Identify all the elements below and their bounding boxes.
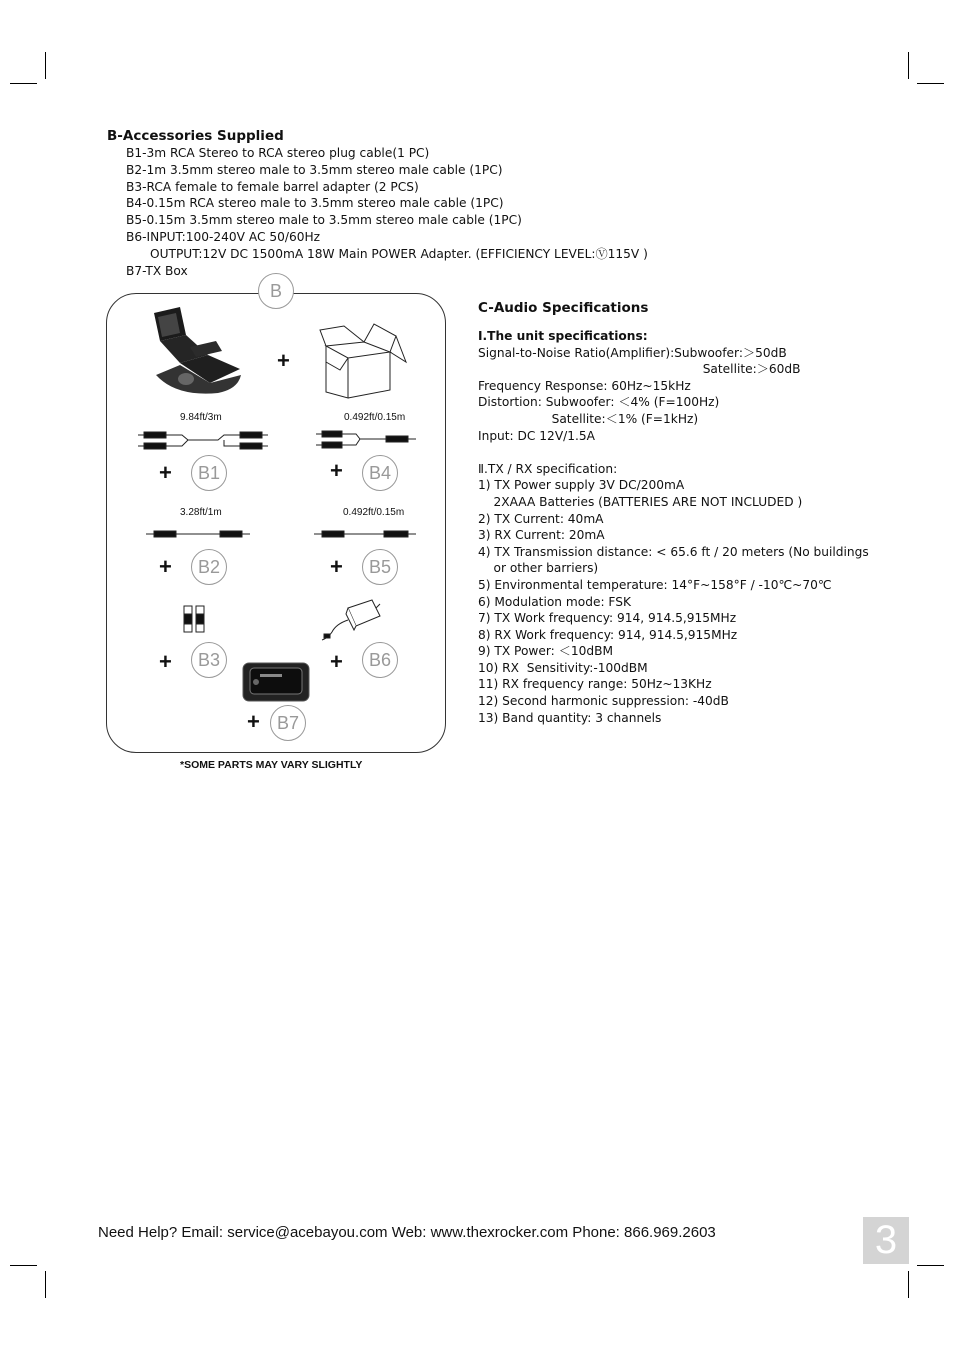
b4-length-label: 0.492ft/0.15m [344,412,406,423]
plus-sign: + [159,554,172,579]
parts-note: *SOME PARTS MAY VARY SLIGHTLY [180,759,363,771]
spec-line: Signal-to-Noise Ratio(Amplifier):Subwoofer:＞50dB [478,345,787,360]
rca-cable-b1-image [138,428,268,454]
spec-line: 7) TX Work frequency: 914, 914.5,915MHz [478,611,737,626]
accessories-list [126,145,648,279]
gaming-chair-image [146,305,244,400]
crop-mark [908,1271,909,1298]
spec-line: 11) RX frequency range: 50Hz~13KHz [478,677,712,692]
b1-label: B1 [191,455,227,491]
crop-mark [10,83,37,84]
box-label-circle: B [258,273,294,309]
page-number: 3 [863,1217,909,1264]
spec-line: Distortion: Subwoofer: ＜4% (F=100Hz) [478,395,720,410]
list-item: B7-TX Box [126,263,188,278]
b1-length-label: 9.84ft/3m [180,412,222,423]
b2-length-label: 3.28ft/1m [180,507,222,518]
crop-mark [10,1265,37,1266]
plus-sign: + [330,458,343,483]
plus-sign: + [247,709,260,734]
spec-line: 12) Second harmonic suppression: -40dB [478,694,729,709]
plus-sign: + [330,554,343,579]
b5-length-label: 0.492ft/0.15m [343,507,405,518]
spec-line [478,444,898,461]
barrel-adapter-b3-image [182,604,206,634]
spec-line: or other barriers) [478,561,599,576]
spec-line: 10) RX Sensitivity:-100dBM [478,660,648,675]
b3-label: B3 [191,642,227,678]
crop-mark [908,52,909,79]
list-item: B1-3m RCA Stereo to RCA stereo plug cable(1 PC) [126,146,430,160]
crop-mark [917,1265,944,1266]
b2-label: B2 [191,549,227,585]
spec-line: Input: DC 12V/1.5A [478,428,595,443]
list-item: B4-0.15m RCA stereo male to 3.5mm stereo male cable (1PC) [126,196,504,211]
box-image [318,322,408,400]
spec-heading: Ⅱ.TX / RX specification: [478,461,618,476]
b5-label: B5 [362,549,398,585]
audio-spec-list [478,328,898,726]
plus-sign: + [159,460,172,485]
power-adapter-b6-image [320,598,382,642]
list-item: B3-RCA female to female barrel adapter (2 PCS) [126,179,419,194]
plus-sign: + [277,348,290,373]
list-item: B5-0.15m 3.5mm stereo male to 3.5mm stereo male cable (1PC) [126,213,522,228]
spec-line: 6) Modulation mode: FSK [478,594,631,609]
b4-label: B4 [362,455,398,491]
spec-line: 2) TX Current: 40mA [478,511,604,526]
b6-label: B6 [362,642,398,678]
rca-to-35mm-cable-b4-image [316,428,416,452]
plus-sign: + [159,649,172,674]
spec-line: 13) Band quantity: 3 channels [478,710,662,725]
spec-line: Frequency Response: 60Hz~15kHz [478,378,691,393]
crop-mark [45,52,46,79]
35mm-short-cable-b5-image [314,527,416,541]
crop-mark [45,1271,46,1298]
spec-line: Satellite:＜1% (F=1kHz) [478,411,699,426]
spec-line: 4) TX Transmission distance: < 65.6 ft / 20 meters (No buildings [478,544,869,559]
crop-mark [917,83,944,84]
spec-line: 3) RX Current: 20mA [478,528,605,543]
list-item: OUTPUT:12V DC 1500mA 18W Main POWER Adapter. (EFFICIENCY LEVEL:Ⓥ115V ) [150,246,648,261]
tx-box-b7-image [242,662,310,702]
spec-line: Satellite:＞60dB [478,362,801,377]
audio-spec-title: C-Audio Specifications [478,300,649,316]
plus-sign: + [330,649,343,674]
accessories-title: B-Accessories Supplied [107,128,284,144]
spec-line: 8) RX Work frequency: 914, 914.5,915MHz [478,627,738,642]
list-item: B2-1m 3.5mm stereo male to 3.5mm stereo male cable (1PC) [126,162,503,177]
list-item: B6-INPUT:100-240V AC 50/60Hz [126,229,321,244]
spec-line: 2XAAA Batteries (BATTERIES ARE NOT INCLUDED ) [478,494,803,509]
spec-line: 5) Environmental temperature: 14°F~158°F / -10℃~70℃ [478,577,832,592]
35mm-cable-b2-image [146,527,250,541]
b7-label: B7 [270,705,306,741]
help-footer: Need Help? Email: service@acebayou.com Web: www.thexrocker.com Phone: 866.969.2603 [98,1224,716,1241]
spec-heading: Ⅰ.The unit specifications: [478,329,648,343]
spec-line: 1) TX Power supply 3V DC/200mA [478,478,685,493]
spec-line: 9) TX Power: ＜10dBM [478,644,613,659]
